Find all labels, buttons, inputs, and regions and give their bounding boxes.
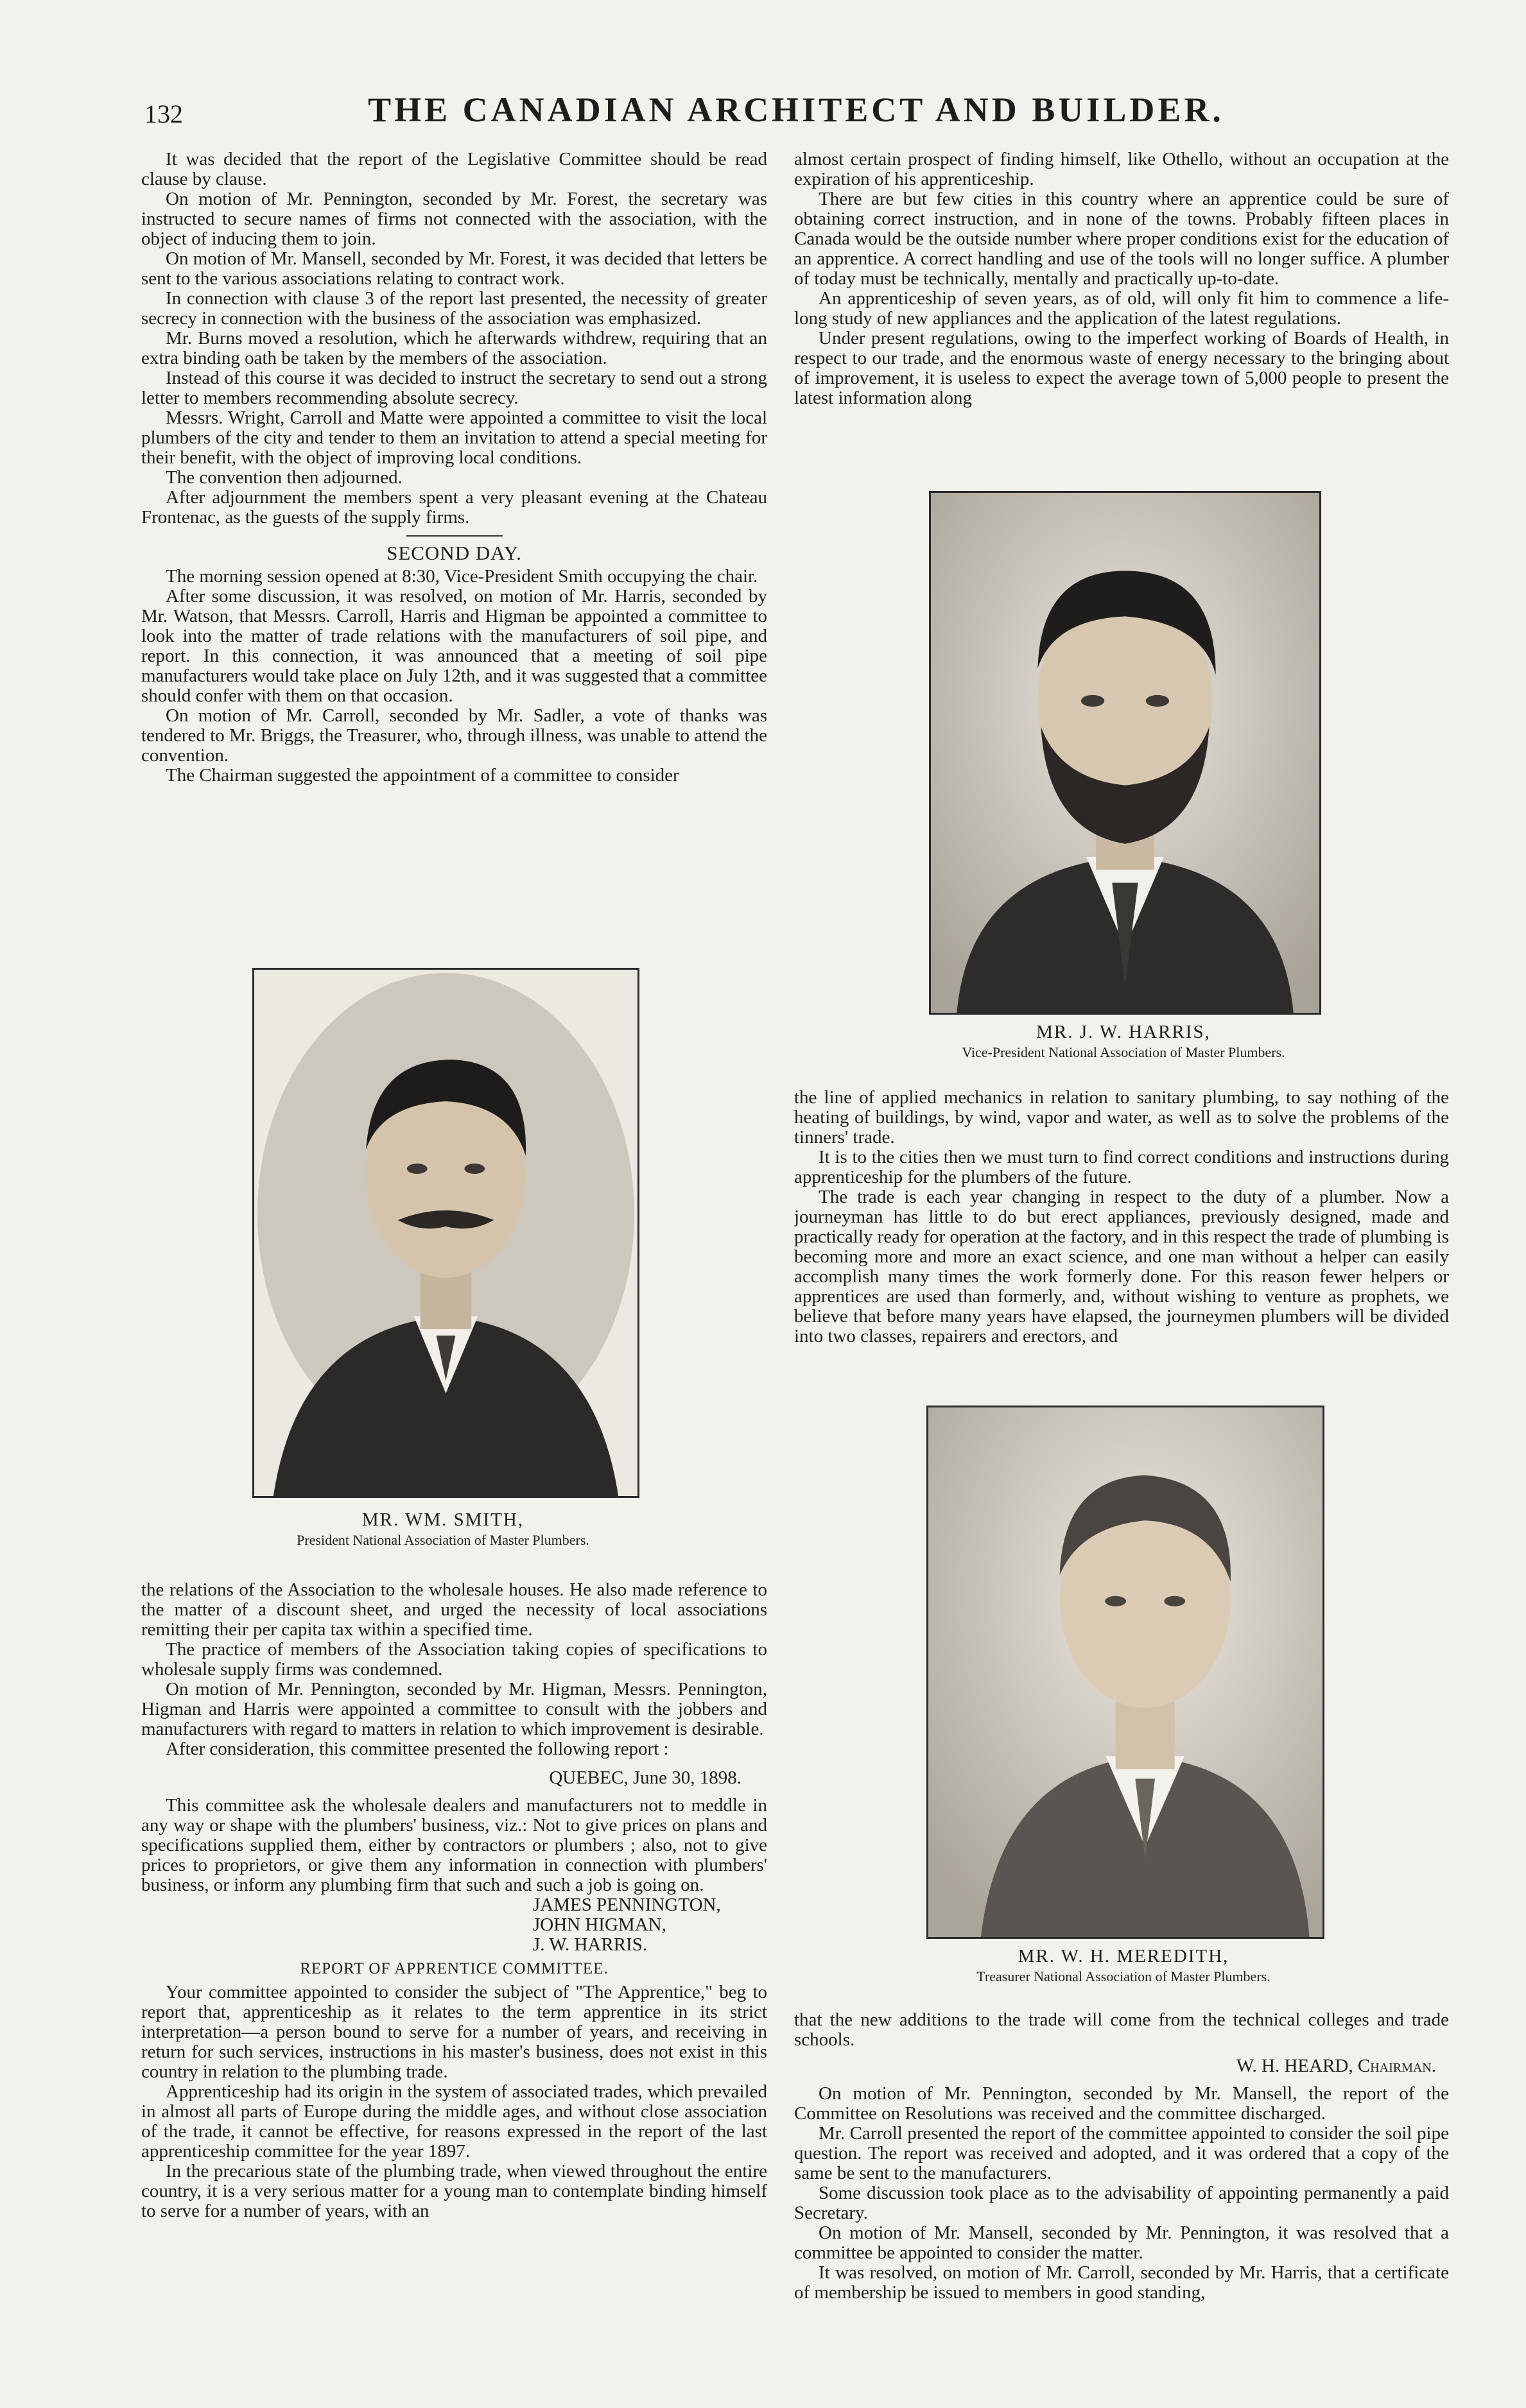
paragraph: The convention then adjourned. [166, 467, 403, 488]
caption-meredith [899, 1945, 1348, 1986]
paragraph: On motion of Mr. Mansell, seconded by Mr. Forest, it was decided that letters be sent to the various associations relating to contract work. [141, 248, 767, 289]
journal-title: THE CANADIAN ARCHITECT AND BUILDER. [368, 90, 1224, 129]
portrait-harris-image [931, 493, 1319, 1013]
portrait-harris [929, 491, 1321, 1015]
paragraph: Under present regulations, owing to the imperfect working of Boards of Health, in respect to our trade, and the enormous waste of energy necessary to the bringing about of improvement, it is useless to expect the average town of 5,000 people to present the latest information along [794, 328, 1449, 408]
paragraph: There are but few cities in this country where an apprentice could be sure of obtaining correct instruction, and in none of the towns. Probably fifteen places in Canada would be the outside number where proper conditions exist for the education of an apprentice. A correct handling and use of the tools will no longer suffice. A plumber of today must be technically, mentally and practically up-to-date. [794, 189, 1449, 289]
caption-title: President National Association of Master Plumbers. [297, 1532, 589, 1548]
paragraph: Instead of this course it was decided to instruct the secretary to send out a strong letter to members recommending absolute secrecy. [141, 368, 767, 408]
paragraph: The practice of members of the Association taking copies of specifications to wholesale supply firms was condemned. [141, 1639, 767, 1680]
paragraph: On motion of Mr. Mansell, seconded by Mr. Pennington, it was resolved that a committee be appointed to consider the matter. [794, 2223, 1449, 2263]
portrait-smith-image [254, 970, 637, 1496]
portrait-meredith [926, 1406, 1324, 1939]
paragraph: The morning session opened at 8:30, Vice-President Smith occupying the chair. [166, 566, 758, 587]
section-heading: SECOND DAY. [386, 542, 522, 564]
paragraph: the line of applied mechanics in relation to sanitary plumbing, to say nothing of the heating of buildings, by wind, vapor and water, as well as to solve the problems of the tinners' trade. [794, 1088, 1449, 1148]
paragraph: Mr. Burns moved a resolution, which he afterwards withdrew, requiring that an extra binding oath be taken by the members of the association. [141, 328, 767, 368]
paragraph: Mr. Carroll presented the report of the committee appointed to consider the soil pipe question. The report was received and adopted, and it was ordered that a copy of the same be sent to the manufacturers. [794, 2123, 1449, 2183]
paragraph: It was decided that the report of the Legislative Committee should be read clause by clause. [141, 150, 767, 189]
portrait-meredith-image [928, 1407, 1322, 1937]
paragraph: Some discussion took place as to the advisability of appointing permanently a paid Secretary. [794, 2183, 1449, 2223]
right-column-bottom [794, 2010, 1449, 2369]
section-rule [406, 535, 503, 537]
caption-name: MR. J. W. HARRIS, [1036, 1022, 1211, 1042]
paragraph: Apprenticeship had its origin in the system of associated trades, which prevailed in almost all parts of Europe during the middle ages, and without close association of the trade, it cannot be effective, for reasons expressed in the report of the last apprenticeship committee for the year 1897. [141, 2081, 767, 2162]
paragraph: In the precarious state of the plumbing trade, when viewed throughout the entire country, it is a very serious matter for a young man to contemplate binding himself to serve for a number of years, with an [141, 2161, 767, 2221]
report-heading: REPORT OF APPRENTICE COMMITTEE. [300, 1960, 609, 1977]
paragraph: This committee ask the wholesale dealers and manufacturers not to meddle in any way or shape with the plumbers' business, viz.: Not to give prices on plans and specifications supplied them, either by contractors or plumbers ; also, not to give prices to proprietors, or give them any information in connection with plumbers' business, or inform any plumbing firm that such and such a job is going on. [141, 1795, 767, 1895]
paragraph: After some discussion, it was resolved, on motion of Mr. Harris, seconded by Mr. Watson, that Messrs. Carroll, Harris and Higman be appointed a committee to look into the matter of trade relations with the manufacturers of soil pipe, and report. In this connection, it was announced that a meeting of soil pipe manufacturers would take place on July 12th, and it was suggested that a committee should confer with them on that occasion. [141, 586, 767, 706]
signature-harris: J. W. HARRIS. [533, 1934, 648, 1955]
paragraph: On motion of Mr. Pennington, seconded by Mr. Mansell, the report of the Committee on Resolutions was received and the committee discharged. [794, 2083, 1449, 2124]
signature-pennington: JAMES PENNINGTON, [533, 1895, 721, 1915]
caption-harris [899, 1020, 1348, 1062]
page-header [144, 90, 1448, 135]
caption-name: MR. WM. SMITH, [361, 1509, 525, 1530]
paragraph: the relations of the Association to the wholesale houses. He also made reference to the matter of a discount sheet, and urged the necessity of local associations remitting their per capita tax within a specified time. [141, 1580, 767, 1640]
paragraph: On motion of Mr. Pennington, seconded by Mr. Forest, the secretary was instructed to secure names of firms not connected with the association, with the object of inducing them to join. [141, 189, 767, 249]
paragraph: that the new additions to the trade will come from the technical colleges and trade schools. [794, 2010, 1449, 2050]
right-column-middle [794, 1088, 1449, 1389]
paragraph: On motion of Mr. Pennington, seconded by Mr. Higman, Messrs. Pennington, Higman and Harris were appointed a committee to consult with the jobbers and manufacturers with regard to matters in relation to which improvement is desirable. [141, 1679, 767, 1739]
left-column-top [141, 150, 767, 942]
caption-smith [218, 1508, 668, 1549]
report-dateline: QUEBEC, June 30, 1898. [549, 1767, 741, 1788]
paragraph: almost certain prospect of finding himself, like Othello, without an occupation at the expiration of his apprenticeship. [794, 150, 1449, 189]
caption-title: Vice-President National Association of Master Plumbers. [962, 1044, 1285, 1060]
paragraph: After consideration, this committee presented the following report : [166, 1739, 669, 1759]
chairman-signature: W. H. HEARD, Chairman. [1236, 2056, 1436, 2076]
paragraph: On motion of Mr. Carroll, seconded by Mr. Sadler, a vote of thanks was tendered to Mr. Briggs, the Treasurer, who, through illness, was unable to attend the convention. [141, 705, 767, 766]
signature-higman: JOHN HIGMAN, [533, 1914, 666, 1935]
paragraph: Messrs. Wright, Carroll and Matte were appointed a committee to visit the local plumbers of the city and tender to them an invitation to attend a special meeting for their benefit, with the object of improving local conditions. [141, 408, 767, 468]
caption-name: MR. W. H. MEREDITH, [1018, 1946, 1229, 1966]
left-column-bottom [141, 1580, 767, 2369]
paragraph: In connection with clause 3 of the report last presented, the necessity of greater secrecy in connection with the business of the association was emphasized. [141, 288, 767, 329]
paragraph: The Chairman suggested the appointment of a committee to consider [166, 765, 679, 786]
caption-title: Treasurer National Association of Master Plumbers. [976, 1968, 1270, 1984]
paragraph: It was resolved, on motion of Mr. Carroll, seconded by Mr. Harris, that a certificate of membership be issued to members in good standing, [794, 2262, 1449, 2303]
portrait-smith [252, 968, 639, 1498]
paragraph: Your committee appointed to consider the subject of "The Apprentice," beg to report that, apprenticeship as it relates to the term apprentice in its strict interpretation—a person bound to serve for a number of years, and receiving in return for such services, instructions in his master's business, does not exist in this country in relation to the plumbing trade. [141, 1982, 767, 2082]
right-column-top [794, 150, 1449, 477]
page-number: 132 [144, 99, 183, 128]
paragraph: The trade is each year changing in respect to the duty of a plumber. Now a journeyman has little to do but erect appliances, previously designed, made and practically ready for operation at the factory, and in this respect the trade of plumbing is becoming more and more an exact science, and one man without a helper can easily accomplish many times the work formerly done. For this reason fewer helpers or apprentices are used than formerly, and, without wishing to venture as prophets, we believe that before many years have elapsed, the journeymen plumbers will be divided into two classes, repairers and erectors, and [794, 1187, 1449, 1346]
paragraph: After adjournment the members spent a very pleasant evening at the Chateau Frontenac, as the guests of the supply firms. [141, 487, 767, 528]
paragraph: An apprenticeship of seven years, as of old, will only fit him to commence a life-long study of new appliances and the application of the latest regulations. [794, 288, 1449, 329]
paragraph: It is to the cities then we must turn to find correct conditions and instructions during apprenticeship for the plumbers of the future. [794, 1147, 1449, 1187]
